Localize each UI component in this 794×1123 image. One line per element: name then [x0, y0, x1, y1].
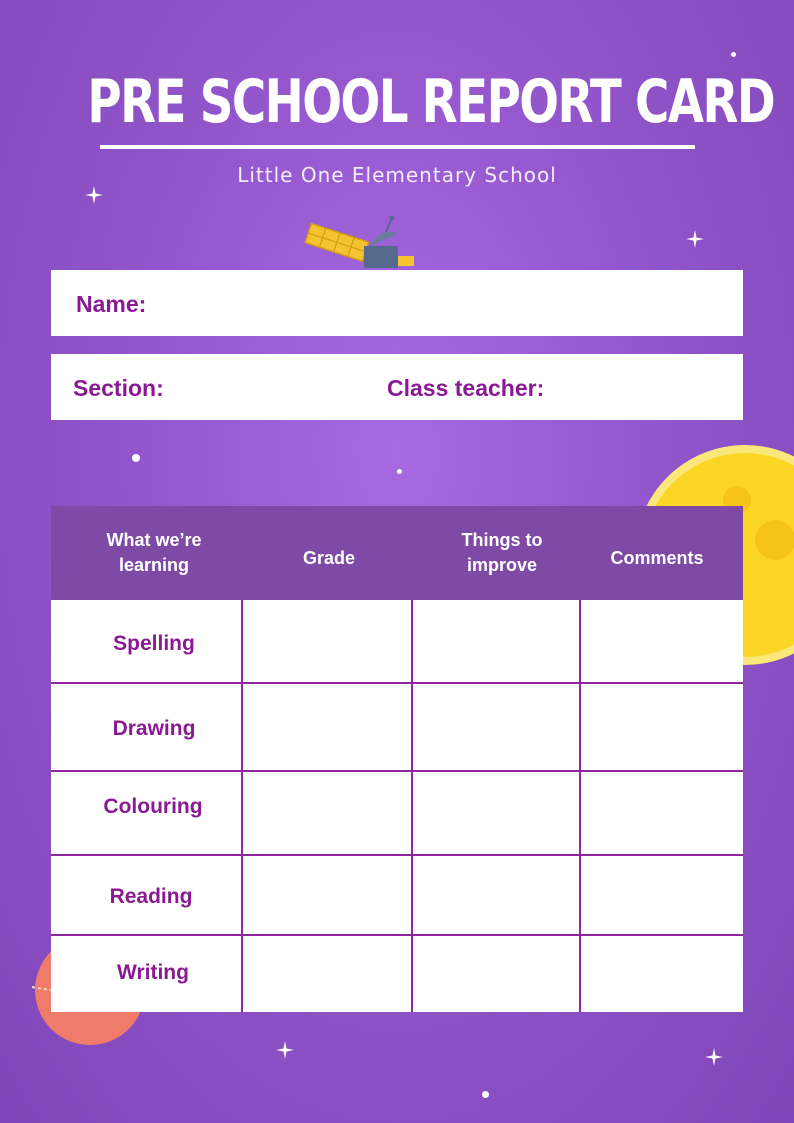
class-teacher-label: Class teacher: [387, 375, 545, 401]
improve-cell[interactable] [413, 936, 579, 1012]
sparkle-icon [276, 1041, 294, 1059]
report-table [51, 506, 743, 1012]
section-teacher-field[interactable] [51, 354, 743, 420]
table-row-writing: Writing [117, 961, 189, 984]
title-underline [100, 145, 695, 149]
table-row-spelling: Spelling [113, 632, 195, 655]
improve-cell[interactable] [413, 772, 579, 854]
table-header [51, 506, 743, 600]
comments-cell[interactable] [581, 772, 743, 854]
star-dot-icon [482, 1091, 489, 1098]
grade-cell[interactable] [243, 856, 411, 934]
page-title: PRE SCHOOL REPORT CARD [87, 67, 775, 137]
comments-cell[interactable] [581, 602, 743, 682]
grade-cell[interactable] [243, 936, 411, 1012]
column-header: Grade [302, 547, 356, 568]
name-label: Name: [76, 291, 147, 317]
star-dot-icon [731, 52, 736, 57]
section-label: Section: [73, 375, 164, 401]
sparkle-icon [705, 1048, 723, 1066]
comments-cell[interactable] [581, 856, 743, 934]
sparkle-icon [85, 186, 103, 204]
satellite-icon [300, 212, 420, 272]
comments-cell[interactable] [581, 936, 743, 1012]
grade-cell[interactable] [243, 772, 411, 854]
school-name: Little One Elementary School [237, 163, 557, 187]
improve-cell[interactable] [413, 602, 579, 682]
column-header: Things to improve [461, 530, 543, 575]
improve-cell[interactable] [413, 856, 579, 934]
table-row-reading: Reading [109, 885, 193, 908]
improve-cell[interactable] [413, 684, 579, 770]
sparkle-icon [686, 230, 704, 248]
star-dot-icon [132, 454, 140, 462]
column-header: What we’re learning [106, 530, 202, 575]
name-field[interactable] [51, 270, 743, 336]
table-row-drawing: Drawing [112, 717, 196, 740]
star-dot-icon [397, 469, 402, 474]
table-row-colouring: Colouring [103, 795, 203, 818]
comments-cell[interactable] [581, 684, 743, 770]
grade-cell[interactable] [243, 684, 411, 770]
grade-cell[interactable] [243, 602, 411, 682]
column-header: Comments [610, 547, 704, 568]
